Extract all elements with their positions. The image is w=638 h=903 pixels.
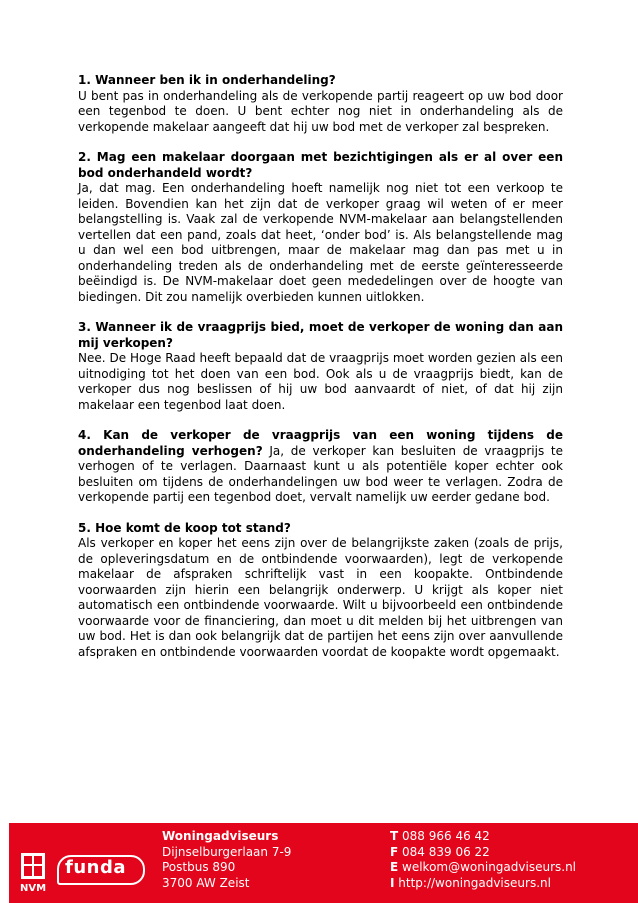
email-link[interactable]: welkom@woningadviseurs.nl <box>398 860 577 874</box>
answer-text: Nee. De Hoge Raad heeft bepaald dat de vraagprijs moet worden gezien als een uitnodiging tot het doen van een bod. Ook als u de vraagprijs biedt, kan de verkoper dus nog beslissen of hij uw bod aanvaardt of niet, of dat hij zijn makelaar een tegenbod laat doen. <box>78 351 563 412</box>
answer-inline: Ja, de verkoper kan besluiten de vraagprijs te verhogen of te verlagen. Daarnaast kunt u als potentiële koper echter ook besluiten om tijdens de onderhandelingen uw bod weer te verlagen. Zodra de verkopende partij een tegenbod doet, vervalt namelijk uw eerder gedane bod. <box>78 443 563 504</box>
website-link[interactable]: http://woningadviseurs.nl <box>394 875 551 890</box>
question-heading: 1. Wanneer ben ik in onderhandeling? <box>78 73 336 87</box>
answer-text <box>78 428 563 506</box>
address-block <box>162 829 291 891</box>
funda-logo <box>57 855 147 885</box>
nvm-house-icon <box>15 849 51 895</box>
website-line[interactable] <box>390 876 576 892</box>
question-heading: 2. Mag een makelaar doorgaan met bezichtigingen als er al over een bod onderhandeld wordt? <box>78 150 563 180</box>
address-line: Dijnselburgerlaan 7-9 <box>162 844 292 859</box>
qa-4 <box>78 428 563 506</box>
answer-text: U bent pas in onderhandeling als de verkopende partij reageert op uw bod door een tegenbod te doen. U bent echter nog niet in onderhandeling als de verkopende makelaar aangeeft dat hij uw bod met de verkoper zal bespreken. <box>78 88 563 134</box>
document-body <box>78 73 563 675</box>
phone-label: T <box>390 829 399 843</box>
address-line: 3700 AW Zeist <box>162 875 250 890</box>
question-heading: 4. Kan de verkoper de vraagprijs van een woning tijdens de onderhandeling verhogen? <box>78 428 563 458</box>
fax-value: 084 839 06 22 <box>398 844 490 859</box>
qa-3 <box>78 320 563 413</box>
answer-text: Als verkoper en koper het eens zijn over de belangrijkste zaken (zoals de prijs, de opleveringsdatum en de ontbindende voorwaarden), legt de verkopende makelaar de afspraken schriftelijk vast in een koopakte. Ontbindende voorwaarden zijn hierin een belangrijk onderwerp. U krijgt als koper niet automatisch een ontbindende voorwaarde. Wilt u bijvoorbeeld een ontbindende voorwaarde voor de financiering, dan moet u dit melden bij het uitbrengen van uw bod. Het is dan ook belangrijk dat de partijen het eens zijn over aanvullende afspraken en ontbindende voorwaarden voordat de koopakte wordt opgemaakt. <box>78 536 563 659</box>
address-line: Postbus 890 <box>162 860 236 874</box>
qa-2 <box>78 150 563 305</box>
question-heading: 3. Wanneer ik de vraagprijs bied, moet de verkoper de woning dan aan mij verkopen? <box>78 320 563 350</box>
contact-block <box>390 829 576 891</box>
company-name: Woningadviseurs <box>162 829 279 843</box>
nvm-logo <box>15 849 51 895</box>
website-label: I <box>390 875 395 890</box>
phone-line <box>390 829 576 845</box>
footer-bar <box>9 823 638 903</box>
nvm-logo-text: NVM <box>19 883 47 894</box>
fax-line <box>390 845 576 861</box>
funda-logo-text: funda <box>65 857 126 878</box>
email-line[interactable] <box>390 860 576 876</box>
question-heading: 5. Hoe komt de koop tot stand? <box>78 520 291 535</box>
phone-value: 088 966 46 42 <box>398 829 490 843</box>
email-label: E <box>390 860 399 874</box>
fax-label: F <box>390 844 399 859</box>
qa-1 <box>78 73 563 135</box>
qa-5 <box>78 521 563 661</box>
answer-text: Ja, dat mag. Een onderhandeling hoeft namelijk nog niet tot een verkoop te leiden. Bovendien kan het zijn dat de verkoper graag wil weten of er meer belangstelling is. Vaak zal de verkopende NVM-makelaar aan belangstellenden vertellen dat een pand, zoals dat heet, ‘onder bod’ is. Als belangstellende mag u dan wel een bod uitbrengen, maar de makelaar mag dan pas met u in onderhandeling treden als de onderhandeling met de eerste geïnteresseerde beëindigd is. De NVM-makelaar doet geen mededelingen over de hoogte van biedingen. Dit zou namelijk overbieden kunnen uitlokken. <box>78 181 563 304</box>
